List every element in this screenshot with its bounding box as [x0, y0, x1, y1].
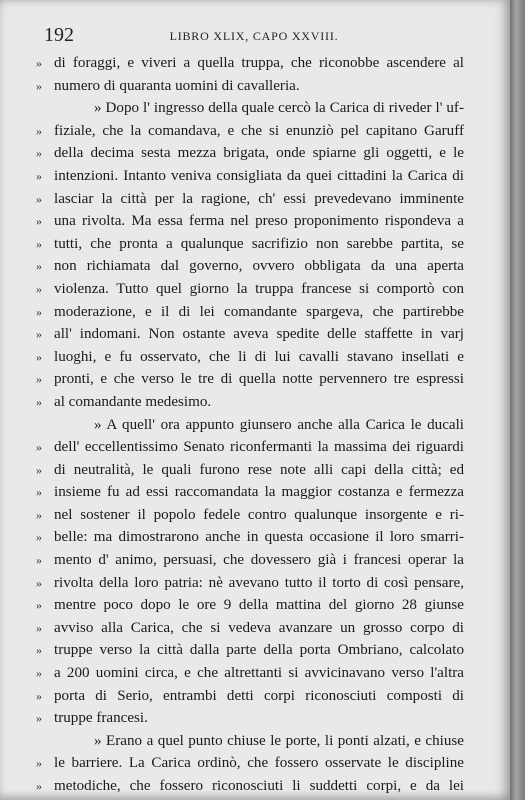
- line-text: avviso alla Carica, che si vedeva avanzare un grosso corpo di: [54, 619, 464, 636]
- quote-mark: »: [36, 643, 42, 658]
- line-text: » Dopo l' ingresso della quale cercò la Carica di riveder l' uf-: [94, 100, 464, 117]
- line-text: moderazione, e il di lei comandante spargeva, che partirebbe: [54, 303, 464, 320]
- text-line: [36, 572, 464, 595]
- text-line: [36, 391, 464, 414]
- line-text: » Erano a quel punto chiuse le porte, li ponti alzati, e chiuse: [94, 732, 464, 749]
- text-line: [36, 617, 464, 640]
- body-text: [36, 52, 464, 798]
- page-header: [44, 24, 464, 48]
- line-text: mentre poco dopo le ore 9 della mattina del giorno 28 giunse: [54, 597, 464, 614]
- quote-mark: »: [36, 598, 42, 613]
- text-line: [36, 436, 464, 459]
- text-line: [36, 165, 464, 188]
- text-line: [36, 142, 464, 165]
- quote-mark: »: [36, 191, 42, 206]
- line-text: numero di quaranta uomini di cavalleria.: [54, 77, 300, 94]
- line-text: pronti, e che verso le tre di quella notte pervennero tre espressi: [54, 371, 464, 388]
- line-text: truppe francesi.: [54, 710, 148, 727]
- text-line: [36, 323, 464, 346]
- line-text: a 200 uomini circa, e che altrettanti si avvicinavano verso l'altra: [54, 665, 464, 682]
- line-text: di foraggi, e viveri a quella truppa, che riconobbe ascendere al: [54, 55, 464, 71]
- line-text: fiziale, che la comandava, e che si enunziò pel capitano Garuff: [54, 122, 464, 139]
- line-text: all' indomani. Non ostante aveva spedite delle staffette in varj: [54, 326, 464, 343]
- text-line: [36, 639, 464, 662]
- quote-mark: »: [36, 779, 42, 793]
- text-line: [36, 504, 464, 527]
- text-line: [36, 752, 464, 775]
- quote-mark: »: [36, 575, 42, 590]
- line-text: intenzioni. Intanto veniva consigliata da quei cittadini la Carica di: [54, 167, 464, 184]
- quote-mark: »: [36, 688, 42, 703]
- quote-mark: »: [36, 485, 42, 500]
- line-text: rivolta della loro patria: nè avevano tutto il torto di così pensare,: [54, 574, 464, 591]
- text-line: [36, 301, 464, 324]
- line-text: una rivolta. Ma essa ferma nel preso proponimento rispondeva a: [54, 213, 464, 230]
- line-text: tutti, che pronta a qualunque sacrifizio non sarebbe partita, se: [54, 235, 464, 252]
- text-line: [36, 75, 464, 98]
- text-line: [36, 481, 464, 504]
- line-text: al comandante medesimo.: [54, 393, 212, 410]
- line-text: nel sostener il popolo fedele contro qualunque insorgente e ri-: [54, 506, 464, 523]
- line-text: metodiche, che fossero riconosciuti li suddetti corpi, e da lei: [54, 778, 464, 794]
- quote-mark: »: [36, 78, 42, 93]
- line-text: dell' eccellentissimo Senato riconfermanti la massima dei riguardi: [54, 439, 464, 456]
- quote-mark: »: [36, 711, 42, 726]
- line-text: le barriere. La Carica ordinò, che fossero osservate le discipline: [54, 755, 464, 772]
- quote-mark: »: [36, 349, 42, 364]
- text-line: [36, 52, 464, 75]
- text-line: [36, 278, 464, 301]
- line-text: porta di Serio, entrambi detti corpi riconosciuti composti di: [54, 687, 464, 704]
- quote-mark: »: [36, 327, 42, 342]
- quote-mark: »: [36, 168, 42, 183]
- text-line: [54, 97, 464, 120]
- line-text: » A quell' ora appunto giunsero anche alla Carica le ducali: [94, 416, 464, 433]
- text-line: [36, 594, 464, 617]
- quote-mark: »: [36, 620, 42, 635]
- line-text: violenza. Tutto quel giorno la truppa francese si comportò con: [54, 280, 464, 297]
- quote-mark: »: [36, 462, 42, 477]
- line-text: di neutralità, le quali furono rese note alli capi della città; ed: [54, 461, 464, 478]
- quote-mark: »: [36, 281, 42, 296]
- text-line: [36, 526, 464, 549]
- text-line: [36, 707, 464, 730]
- page-edge: [510, 0, 525, 800]
- quote-mark: »: [36, 259, 42, 274]
- quote-mark: »: [36, 236, 42, 251]
- quote-mark: »: [36, 507, 42, 522]
- quote-mark: »: [36, 440, 42, 455]
- quote-mark: »: [36, 530, 42, 545]
- line-text: truppe verso la città dalla parte della porta Ombriano, calcolato: [54, 642, 464, 659]
- quote-mark: »: [36, 214, 42, 229]
- line-text: non richiamata dal governo, ovvero obbligata da una aperta: [54, 258, 464, 275]
- text-line: [54, 730, 464, 753]
- page-number: 192: [44, 24, 74, 46]
- quote-mark: »: [36, 372, 42, 387]
- line-text: luoghi, e fu osservato, che li di lui cavalli stavano insellati e: [54, 348, 464, 365]
- line-text: lasciar la città per la ragione, ch' essi prevedevano imminente: [54, 190, 464, 207]
- text-line: [36, 459, 464, 482]
- text-line: [36, 120, 464, 143]
- text-line: [36, 662, 464, 685]
- quote-mark: »: [36, 56, 42, 70]
- quote-mark: »: [36, 304, 42, 319]
- text-line: [36, 188, 464, 211]
- quote-mark: »: [36, 553, 42, 568]
- quote-mark: »: [36, 666, 42, 681]
- text-line: [36, 210, 464, 233]
- text-line: [54, 414, 464, 437]
- text-line: [36, 685, 464, 708]
- quote-mark: »: [36, 394, 42, 409]
- text-line: [36, 255, 464, 278]
- running-head: LIBRO XLIX, CAPO XXVIII.: [169, 29, 339, 43]
- text-line: [36, 775, 464, 798]
- line-text: insieme fu ad essi raccomandata la maggior costanza e fermezza: [54, 484, 464, 501]
- text-line: [36, 346, 464, 369]
- text-line: [36, 368, 464, 391]
- text-line: [36, 233, 464, 256]
- line-text: mento d' animo, persuasi, che dovessero già i francesi operar la: [54, 552, 464, 569]
- text-line: [36, 549, 464, 572]
- quote-mark: »: [36, 146, 42, 161]
- quote-mark: »: [36, 756, 42, 771]
- quote-mark: »: [36, 123, 42, 138]
- line-text: belle: ma dimostrarono anche in questa occasione il loro smarri-: [54, 529, 464, 546]
- line-text: della decima sesta mezza brigata, onde spiarne gli oggetti, e le: [54, 145, 464, 162]
